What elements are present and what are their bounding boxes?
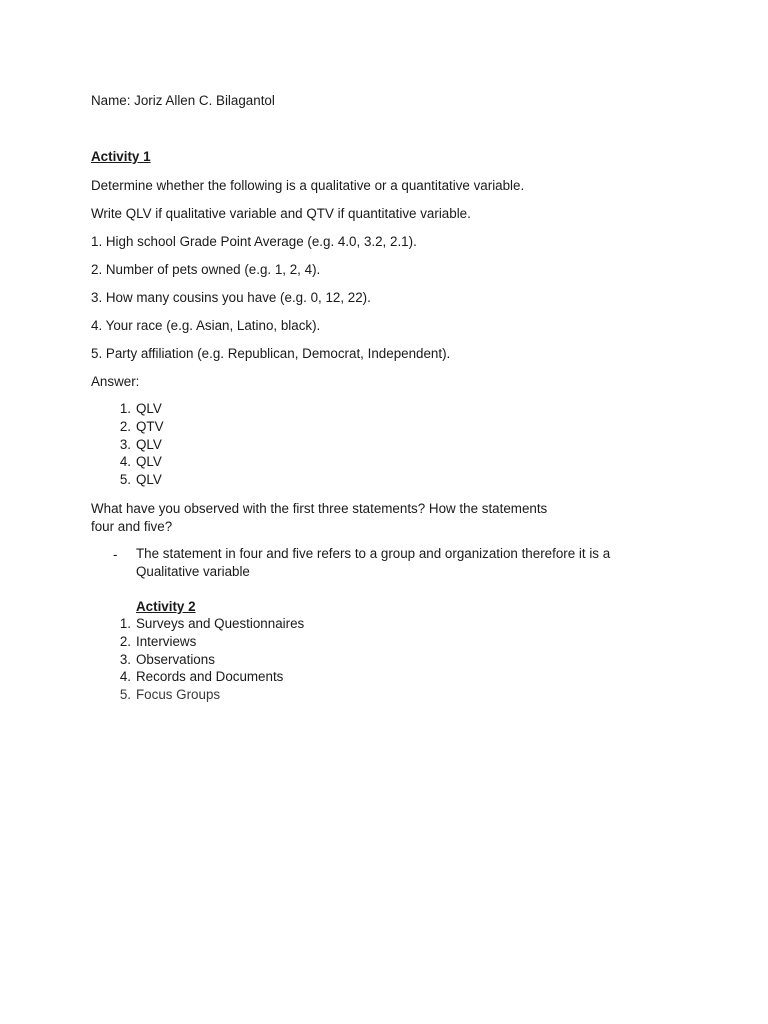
- student-name: Name: Joriz Allen C. Bilagantol: [91, 93, 275, 108]
- list-item-text: QLV: [136, 472, 162, 488]
- question-4: 4. Your race (e.g. Asian, Latino, black).: [91, 318, 321, 333]
- activity2-heading: Activity 2: [136, 599, 196, 614]
- list-item-number: 3.: [119, 651, 131, 667]
- list-item-text: Records and Documents: [136, 669, 284, 685]
- observation-question-line-1: What have you observed with the first three statements? How the statements: [91, 501, 548, 516]
- list-item-number: 1.: [119, 401, 131, 416]
- bullet-dash: -: [113, 547, 118, 562]
- question-3: 3. How many cousins you have (e.g. 0, 12, 22).: [91, 290, 371, 305]
- question-1: 1. High school Grade Point Average (e.g. 4.0, 3.2, 2.1).: [91, 234, 417, 249]
- list-item-number: 5.: [119, 687, 131, 703]
- activity1-instruction-1: Determine whether the following is a qualitative or a quantitative variable.: [91, 178, 525, 193]
- list-item-text: Observations: [136, 651, 215, 667]
- list-item-number: 4.: [119, 454, 131, 470]
- list-item-number: 1.: [119, 616, 131, 631]
- list-item-text: QLV: [136, 436, 162, 452]
- list-item-number: 2.: [119, 418, 131, 434]
- list-item-text: QLV: [136, 401, 162, 416]
- list-item-text: Focus Groups: [136, 687, 221, 703]
- list-item-number: 2.: [119, 633, 131, 649]
- list-item-text: Surveys and Questionnaires: [136, 616, 305, 631]
- list-item-number: 4.: [119, 669, 131, 685]
- activity1-instruction-2: Write QLV if qualitative variable and QTV if quantitative variable.: [91, 206, 471, 221]
- answer-label: Answer:: [91, 374, 140, 389]
- question-5: 5. Party affiliation (e.g. Republican, Democrat, Independent).: [91, 346, 451, 361]
- list-item-number: 5.: [119, 472, 131, 488]
- list-item-text: Interviews: [136, 633, 197, 649]
- observation-answer: The statement in four and five refers to a group and organization therefore it is a Qualitative variable: [136, 546, 611, 579]
- list-item-text: QTV: [136, 418, 164, 434]
- question-2: 2. Number of pets owned (e.g. 1, 2, 4).: [91, 262, 321, 277]
- list-item-text: QLV: [136, 454, 162, 470]
- observation-question-line-2: four and five?: [91, 519, 173, 534]
- list-item-number: 3.: [119, 436, 131, 452]
- activity1-heading: Activity 1: [91, 149, 151, 164]
